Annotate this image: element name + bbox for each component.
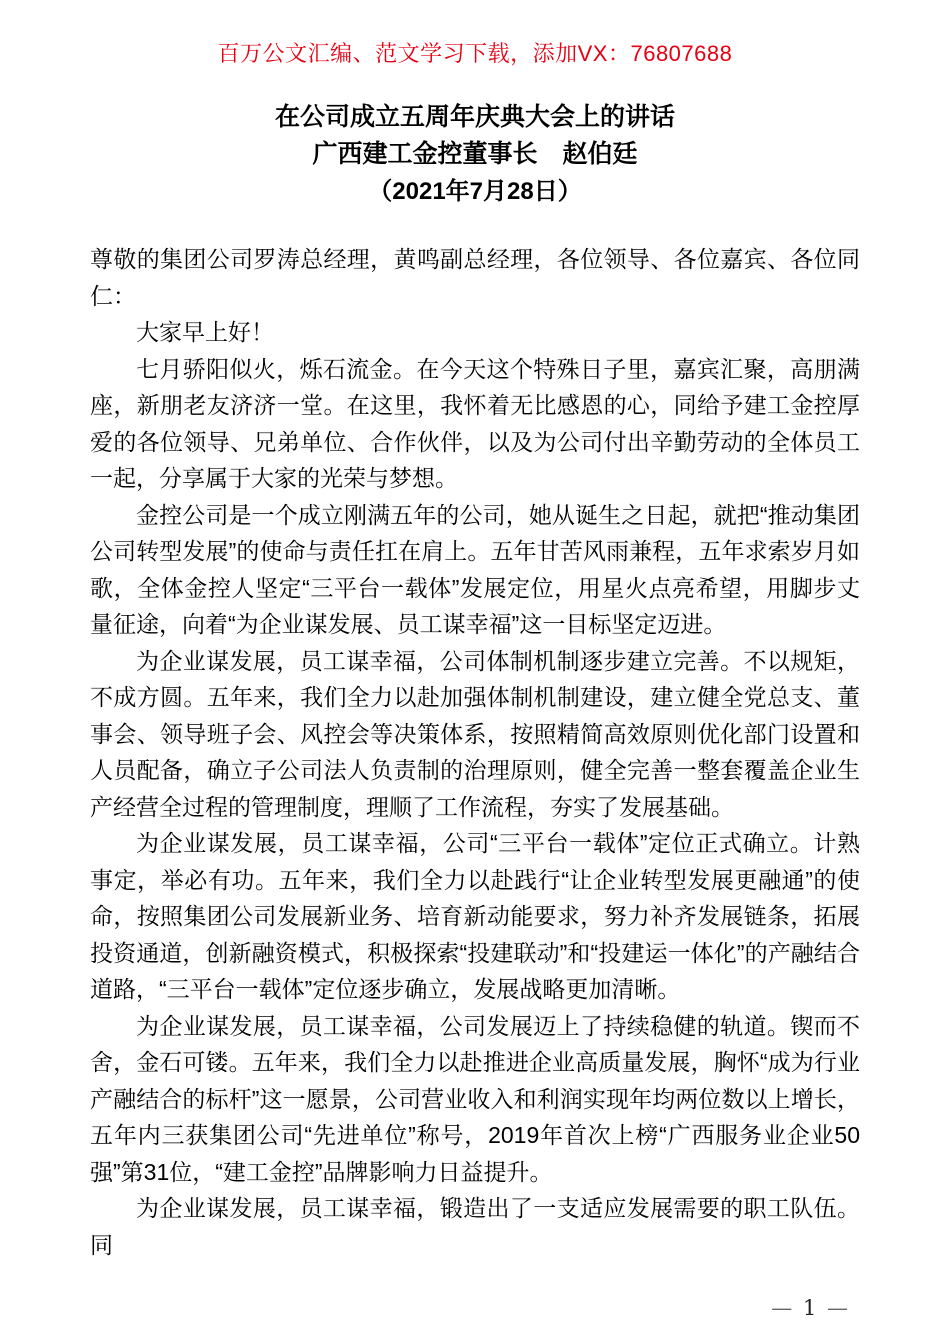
page-number-value: 1 [802, 1296, 819, 1320]
page-number-left-dash: — [771, 1296, 795, 1320]
document-date: （2021年7月28日） [368, 178, 582, 205]
page-number-right-dash: — [827, 1296, 850, 1320]
document-byline: 广西建工金控董事长 赵伯廷 [312, 140, 638, 168]
paragraph-system-building: 为企业谋发展，员工谋幸福，公司体制机制逐步建立完善。不以规矩，不成方圆。五年来，我们全力以赴加强体制机制建设，建立健全党总支、董事会、领导班子会、风控会等决策体系，按照精简高效原则优化部门设置和人员配备，确立子公司法人负责制的治理原则，健全完善一整套覆盖企业生产经营全过程的管理制度，理顺了工作流程，夯实了发展基础。 [90, 647, 860, 820]
paragraph-salutation: 尊敬的集团公司罗涛总经理，黄鸣副总经理，各位领导、各位嘉宾、各位同仁： [90, 246, 860, 309]
paragraph-company-history: 金控公司是一个成立刚满五年的公司，她从诞生之日起，就把“推动集团公司转型发展”的使命与责任扛在肩上。五年甘苦风雨兼程，五年求索岁月如歌，全体金控人坚定“三平台一载体”发展定位，用星火点亮希望，用脚步丈量征途，向着“为企业谋发展、员工谋幸福”这一目标坚定迈进。 [90, 501, 860, 637]
paragraph-growth: 为企业谋发展，员工谋幸福，公司发展迈上了持续稳健的轨道。锲而不舍，金石可镂。五年来，我们全力以赴推进企业高质量发展，胸怀“成为行业产融结合的标杆”这一愿景，公司营业收入和利润实现年均两位数以上增长，五年内三获集团公司“先进单位”称号，2019年首次上榜“广西服务业企业50强”第31位，“建工金控”品牌影响力日益提升。 [90, 1012, 860, 1185]
paragraph-greeting: 大家早上好！ [136, 319, 274, 345]
promo-banner-text: 百万公文汇编、范文学习下载，添加VX：76807688 [217, 41, 733, 66]
document-body [90, 241, 860, 1263]
title-block [0, 99, 950, 210]
paragraph-workforce: 为企业谋发展，员工谋幸福，锻造出了一支适应发展需要的职工队伍。同 [90, 1195, 860, 1258]
page-number [771, 1296, 850, 1320]
document-title: 在公司成立五周年庆典大会上的讲话 [274, 103, 675, 131]
paragraph-strategy: 为企业谋发展，员工谋幸福，公司“三平台一载体”定位正式确立。计熟事定，举必有功。五年来，我们全力以赴践行“让企业转型发展更融通”的使命，按照集团公司发展新业务、培育新动能要求，努力补齐发展链条，拓展投资通道，创新融资模式，积极探索“投建联动”和“投建运一体化”的产融结合道路，“三平台一载体”定位逐步确立，发展战略更加清晰。 [90, 830, 860, 1002]
paragraph-opening: 七月骄阳似火，烁石流金。在今天这个特殊日子里，嘉宾汇聚，高朋满座，新朋老友济济一堂。在这里，我怀着无比感恩的心，同给予建工金控厚爱的各位领导、兄弟单位、合作伙伴，以及为公司付出辛勤劳动的全体员工一起，分享属于大家的光荣与梦想。 [90, 355, 860, 491]
